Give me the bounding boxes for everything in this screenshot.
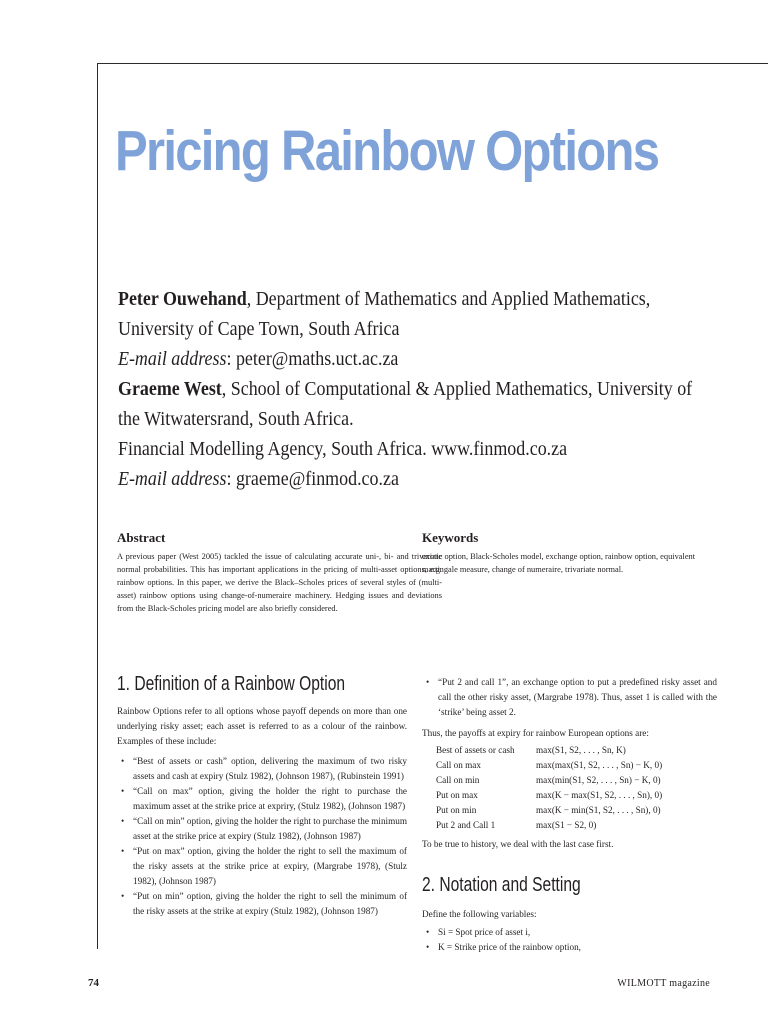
payoff-formula: max(S1 − S2, 0): [536, 820, 597, 830]
table-row: [436, 818, 662, 833]
table-row: [436, 773, 662, 788]
page-number: 74: [88, 977, 99, 989]
author-1-affiliation-1: , Department of Mathematics and Applied Mathematics,: [246, 289, 651, 310]
top-rule: [97, 63, 768, 64]
author-1-email-line: [118, 345, 670, 375]
author-1-email-label: E-mail address: [118, 349, 227, 370]
payoff-intro: Thus, the payoffs at expiry for rainbow European options are:: [422, 728, 649, 738]
list-item: • “Best of assets or cash” option, delivering the maximum of two risky assets and cash at expiry (Stulz 1982), (Johnson 1987), (Rubinstein 1991): [117, 754, 407, 784]
abstract-heading: Abstract: [117, 530, 166, 545]
author-1-affiliation-2: University of Cape Town, South Africa: [118, 319, 400, 340]
list-item: • “Put on max” option, giving the holder the right to sell the maximum of the risky assets at the strike price at expiry, (Margrabe 1978), (Stulz 1982), (Johnson 1987): [117, 844, 407, 889]
payoff-formula: max(min(S1, S2, . . . , Sn) − K, 0): [536, 775, 661, 785]
right-column-body: [422, 675, 717, 852]
table-row: [436, 758, 662, 773]
author-2-affiliation-1: , School of Computational & Applied Mathematics, University of: [221, 379, 693, 400]
author-1-line-1: [118, 285, 670, 315]
payoff-name: Best of assets or cash: [436, 745, 515, 755]
author-1-email: : peter@maths.uct.ac.za: [226, 349, 399, 370]
section-1-heading: 1. Definition of a Rainbow Option: [117, 673, 346, 695]
payoff-name: Put on min: [436, 805, 477, 815]
payoff-name: Call on max: [436, 760, 481, 770]
abstract-text: A previous paper (West 2005) tackled the issue of calculating accurate uni-, bi- and trivariate normal probabilities. This has important applications in the pricing of multi-asset options, e.g. rainbow options. In this paper, we derive the Black–Scholes prices of several styles of (multi-asset) rainbow options using change-of-numeraire machinery. Hedging issues and deviations from the Black-Scholes pricing model are also briefly considered.: [117, 552, 442, 613]
author-2-email: : graeme@finmod.co.za: [226, 469, 399, 490]
list-item: • “Call on max” option, giving the holder the right to purchase the maximum asset at the strike price at expriry, (Stulz 1982), (Johnson 1987): [117, 784, 407, 814]
section-2-body: [422, 907, 717, 955]
list-item: • “Call on min” option, giving the holder the right to purchase the minimum asset at the strike price at expiry (Stulz 1982), (Johnson 1987): [117, 814, 407, 844]
payoff-name: Call on min: [436, 775, 480, 785]
payoff-table: [436, 743, 662, 833]
table-row: [436, 788, 662, 803]
author-2-line-1: [118, 375, 693, 405]
section-1-closing: To be true to history, we deal with the last case first.: [422, 839, 614, 849]
list-item: • “Put on min” option, giving the holder the right to sell the minimum of the risky assets at the strike at expiry (Stulz 1982), (Johnson 1987): [117, 889, 407, 919]
payoff-formula: max(max(S1, S2, . . . , Sn) − K, 0): [536, 760, 663, 770]
author-block: [118, 285, 693, 495]
payoff-name: Put on max: [436, 790, 478, 800]
variables-list: [422, 925, 717, 955]
section-1-intro: Rainbow Options refer to all options whose payoff depends on more than one underlying risky asset; each asset is referred to as a colour of the rainbow. Examples of these include:: [117, 706, 407, 746]
magazine-name: WILMOTT magazine: [617, 978, 710, 989]
list-item: • Si = Spot price of asset i,: [422, 925, 717, 940]
author-2-name: Graeme West: [118, 379, 222, 400]
rainbow-examples-list-continued: [422, 675, 717, 720]
author-2-affiliation-2: the Witwatersrand, South Africa.: [118, 409, 354, 430]
author-2-affiliation-3: Financial Modelling Agency, South Africa. www.finmod.co.za: [118, 439, 568, 460]
section-2-intro: Define the following variables:: [422, 909, 537, 919]
author-1-name: Peter Ouwehand: [118, 289, 247, 310]
rainbow-examples-list: [117, 754, 407, 919]
author-2-email-line: [118, 465, 670, 495]
left-rule: [97, 63, 98, 949]
section-2-heading: 2. Notation and Setting: [422, 874, 581, 896]
keywords-heading: Keywords: [422, 530, 479, 545]
keywords-text: exotic option, Black-Scholes model, exchange option, rainbow option, equivalent martingale measure, change of numeraire, trivariate normal.: [422, 552, 696, 574]
list-item: • “Put 2 and call 1”, an exchange option to put a predefined risky asset and call the other risky asset, (Margrabe 1978). Thus, asset 1 is called with the ‘strike’ being asset 2.: [422, 675, 717, 720]
table-row: [436, 743, 662, 758]
payoff-name: Put 2 and Call 1: [436, 820, 496, 830]
payoff-formula: max(K − min(S1, S2, . . . , Sn), 0): [536, 805, 661, 815]
table-row: [436, 803, 662, 818]
left-column-body: [117, 704, 407, 919]
paper-title: Pricing Rainbow Options: [115, 119, 659, 183]
payoff-formula: max(K − max(S1, S2, . . . , Sn), 0): [536, 790, 663, 800]
payoff-formula: max(S1, S2, . . . , Sn, K): [536, 745, 626, 755]
list-item: • K = Strike price of the rainbow option,: [422, 940, 717, 955]
author-2-email-label: E-mail address: [118, 469, 227, 490]
